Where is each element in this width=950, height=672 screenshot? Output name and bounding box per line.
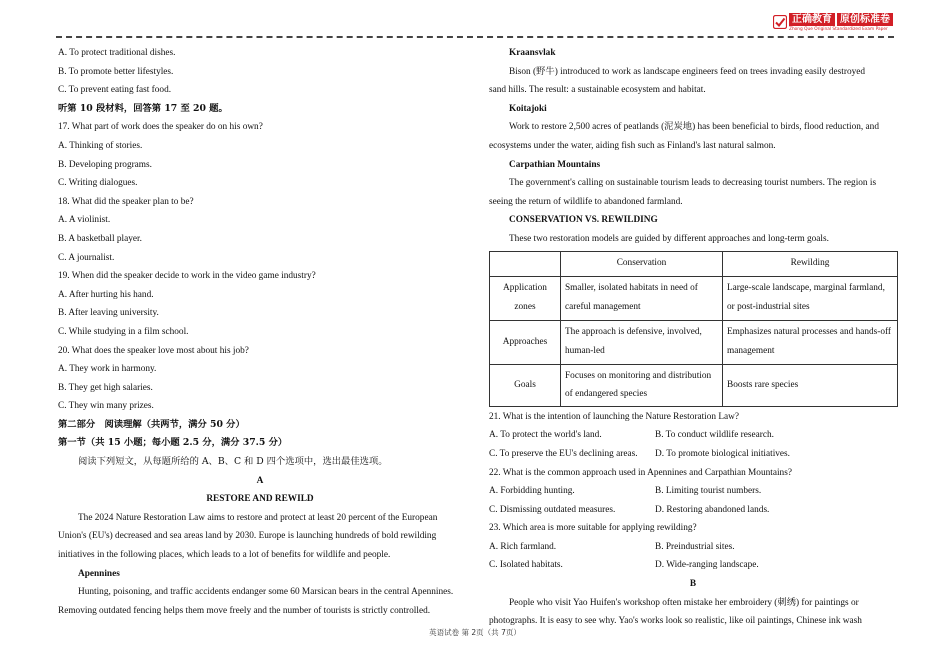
row-label-line: Application bbox=[503, 283, 547, 294]
q16-option-a: A. To protect traditional dishes. bbox=[58, 48, 176, 58]
q16-option-b: B. To promote better lifestyles. bbox=[58, 66, 174, 77]
q20-option-c: C. They win many prizes. bbox=[58, 401, 154, 412]
koitajoki-line-2: ecosystems under the water, aiding fish such as Finland's last natural salmon. bbox=[489, 140, 776, 151]
cell-conservation bbox=[561, 364, 723, 406]
passage-a-intro-line-2: Union's (EU's) decreased and sea areas land by 2030. Europe is launching hundreds of bold rewilding bbox=[58, 531, 437, 542]
passage-a-intro-line-3: initiatives in the following places, which leads to a lot of benefits for wildlife and people. bbox=[58, 550, 391, 561]
carpathian-heading: Carpathian Mountains bbox=[509, 159, 601, 170]
q21-option-d: D. To promote biological initiatives. bbox=[655, 448, 790, 459]
row-label-line: Approaches bbox=[502, 336, 548, 347]
cell-rewilding bbox=[723, 320, 898, 364]
table-header-row bbox=[490, 251, 898, 276]
koitajoki-line-1: Work to restore 2,500 acres of peatlands (泥炭地) has been beneficial to birds, flood reduction, and bbox=[509, 122, 879, 133]
cell-line: Smaller, isolated habitats in need of bbox=[565, 283, 698, 294]
question-18: 18. What did the speaker plan to be? bbox=[58, 196, 194, 207]
right-column bbox=[489, 44, 897, 631]
cell-line: management bbox=[727, 346, 775, 357]
passage-b-letter: B bbox=[689, 579, 697, 590]
kraansvlak-heading: Kraansvlak bbox=[509, 48, 556, 58]
q22-option-c: C. Dismissing outdated measures. bbox=[489, 504, 616, 515]
apennines-heading: Apennines bbox=[78, 568, 120, 579]
cvr-intro: These two restoration models are guided by different approaches and long-term goals. bbox=[509, 233, 829, 244]
section-1-heading: 第一节（共 15 小题；每小题 2.5 分，满分 37.5 分） bbox=[58, 437, 288, 449]
table-corner-cell bbox=[490, 251, 561, 276]
carpathian-line-1: The government's calling on sustainable tourism leads to decreasing tourist numbers. The region is bbox=[509, 178, 877, 189]
cell-conservation bbox=[561, 276, 723, 320]
logo-name-primary: 正确教育 bbox=[789, 13, 835, 26]
q21-options-row-2 bbox=[489, 445, 897, 464]
section-10-instruction: 听第 10 段材料，回答第 17 至 20 题。 bbox=[58, 102, 228, 114]
q21-option-c: C. To preserve the EU's declining areas. bbox=[489, 448, 638, 459]
apennines-line-2: Removing outdated fencing helps them move freely and the number of tourists is strictly controlled. bbox=[58, 605, 431, 616]
logo-subtitle: Zhong Que Original Standardized Exam Paper bbox=[789, 27, 888, 32]
part-2-heading: 第二部分 阅读理解（共两节，满分 50 分） bbox=[58, 418, 245, 430]
reading-instruction: 阅读下列短文，从每题所给的 A、B、C 和 D 四个选项中，选出最佳选项。 bbox=[78, 456, 388, 468]
col-header-conservation: Conservation bbox=[561, 251, 723, 276]
passage-a-title: RESTORE AND REWILD bbox=[206, 494, 314, 505]
q23-option-d: D. Wide-ranging landscape. bbox=[655, 560, 759, 571]
row-label-line: zones bbox=[514, 302, 536, 313]
q19-option-c: C. While studying in a film school. bbox=[58, 326, 189, 337]
q23-option-c: C. Isolated habitats. bbox=[489, 560, 563, 571]
question-20: 20. What does the speaker love most about his job? bbox=[58, 345, 249, 356]
q21-option-a: A. To protect the world's land. bbox=[489, 430, 602, 441]
row-label-approaches bbox=[490, 320, 561, 364]
cvr-heading: CONSERVATION VS. REWILDING bbox=[509, 215, 658, 226]
q17-option-a: A. Thinking of stories. bbox=[58, 140, 143, 151]
q23-options-row-2 bbox=[489, 556, 897, 575]
cell-line: of endangered species bbox=[565, 389, 648, 400]
cell-line: Boosts rare species bbox=[727, 379, 799, 390]
row-label-goals bbox=[490, 364, 561, 406]
question-22: 22. What is the common approach used in Apennines and Carpathian Mountains? bbox=[489, 467, 792, 478]
cell-line: Large-scale landscape, marginal farmland, bbox=[727, 283, 885, 294]
page-footer: 英语试卷 第 2页（共 7页） bbox=[429, 628, 521, 637]
q22-option-b: B. Limiting tourist numbers. bbox=[655, 486, 762, 497]
cell-line: human-led bbox=[565, 346, 605, 357]
apennines-line-1: Hunting, poisoning, and traffic accidents endanger some 60 Marsican bears in the central Apennines. bbox=[78, 587, 454, 598]
q19-option-b: B. After leaving university. bbox=[58, 308, 159, 319]
cell-line: The approach is defensive, involved, bbox=[565, 327, 702, 338]
q18-option-b: B. A basketball player. bbox=[58, 233, 142, 244]
question-17: 17. What part of work does the speaker do on his own? bbox=[58, 122, 263, 133]
carpathian-line-2: seeing the return of wildlife to abandoned farmland. bbox=[489, 196, 683, 207]
q22-option-a: A. Forbidding hunting. bbox=[489, 486, 575, 497]
left-column bbox=[58, 44, 462, 620]
col-header-rewilding: Rewilding bbox=[723, 251, 898, 276]
q20-option-b: B. They get high salaries. bbox=[58, 382, 153, 393]
cell-conservation bbox=[561, 320, 723, 364]
kraansvlak-line-2: sand hills. The result: a sustainable ecosystem and habitat. bbox=[489, 85, 706, 96]
cell-line: or post-industrial sites bbox=[727, 302, 810, 313]
q18-option-a: A. A violinist. bbox=[58, 215, 111, 226]
kraansvlak-line-1: Bison (野牛) introduced to work as landscape engineers feed on trees invading easily destroyed bbox=[509, 66, 866, 77]
q23-options-row-1 bbox=[489, 538, 897, 557]
q18-option-c: C. A journalist. bbox=[58, 252, 115, 263]
checkmark-logo-icon bbox=[773, 15, 787, 29]
q17-option-c: C. Writing dialogues. bbox=[58, 178, 138, 189]
cell-line: careful management bbox=[565, 302, 641, 313]
passage-a-letter: A bbox=[256, 475, 264, 486]
q20-option-a: A. They work in harmony. bbox=[58, 364, 157, 375]
cell-rewilding bbox=[723, 364, 898, 406]
q21-option-b: B. To conduct wildlife research. bbox=[655, 430, 774, 441]
row-label-application-zones bbox=[490, 276, 561, 320]
passage-b-line-2: photographs. It is easy to see why. Yao's works look so realistic, like oil paintings, Chinese ink wash bbox=[489, 616, 862, 627]
q23-option-b: B. Preindustrial sites. bbox=[655, 541, 735, 552]
passage-b-line-1: People who visit Yao Huifen's workshop often mistake her embroidery (刺绣) for paintings or bbox=[509, 597, 859, 608]
row-label-line: Goals bbox=[514, 379, 536, 390]
publisher-logo bbox=[773, 13, 893, 37]
passage-a-intro-line-1: The 2024 Nature Restoration Law aims to restore and protect at least 20 percent of the European bbox=[78, 512, 438, 523]
q16-option-c: C. To prevent eating fast food. bbox=[58, 85, 172, 96]
header-rule bbox=[56, 36, 894, 38]
q22-options-row-2 bbox=[489, 501, 897, 520]
q22-option-d: D. Restoring abandoned lands. bbox=[655, 504, 770, 515]
q21-options-row-1 bbox=[489, 426, 897, 445]
q19-option-a: A. After hurting his hand. bbox=[58, 289, 154, 300]
question-21: 21. What is the intention of launching the Nature Restoration Law? bbox=[489, 411, 740, 422]
logo-name-secondary: 原创标准卷 bbox=[837, 13, 893, 26]
table-row bbox=[490, 276, 898, 320]
table-row bbox=[490, 320, 898, 364]
cell-line: Emphasizes natural processes and hands-off bbox=[727, 327, 892, 338]
koitajoki-heading: Koitajoki bbox=[509, 103, 547, 114]
question-23: 23. Which area is more suitable for applying rewilding? bbox=[489, 523, 697, 534]
q17-option-b: B. Developing programs. bbox=[58, 159, 152, 170]
question-19: 19. When did the speaker decide to work in the video game industry? bbox=[58, 271, 316, 282]
q22-options-row-1 bbox=[489, 482, 897, 501]
cell-rewilding bbox=[723, 276, 898, 320]
q23-option-a: A. Rich farmland. bbox=[489, 541, 557, 552]
comparison-table bbox=[489, 251, 898, 407]
cell-line: Focuses on monitoring and distribution bbox=[565, 370, 712, 381]
table-row bbox=[490, 364, 898, 406]
